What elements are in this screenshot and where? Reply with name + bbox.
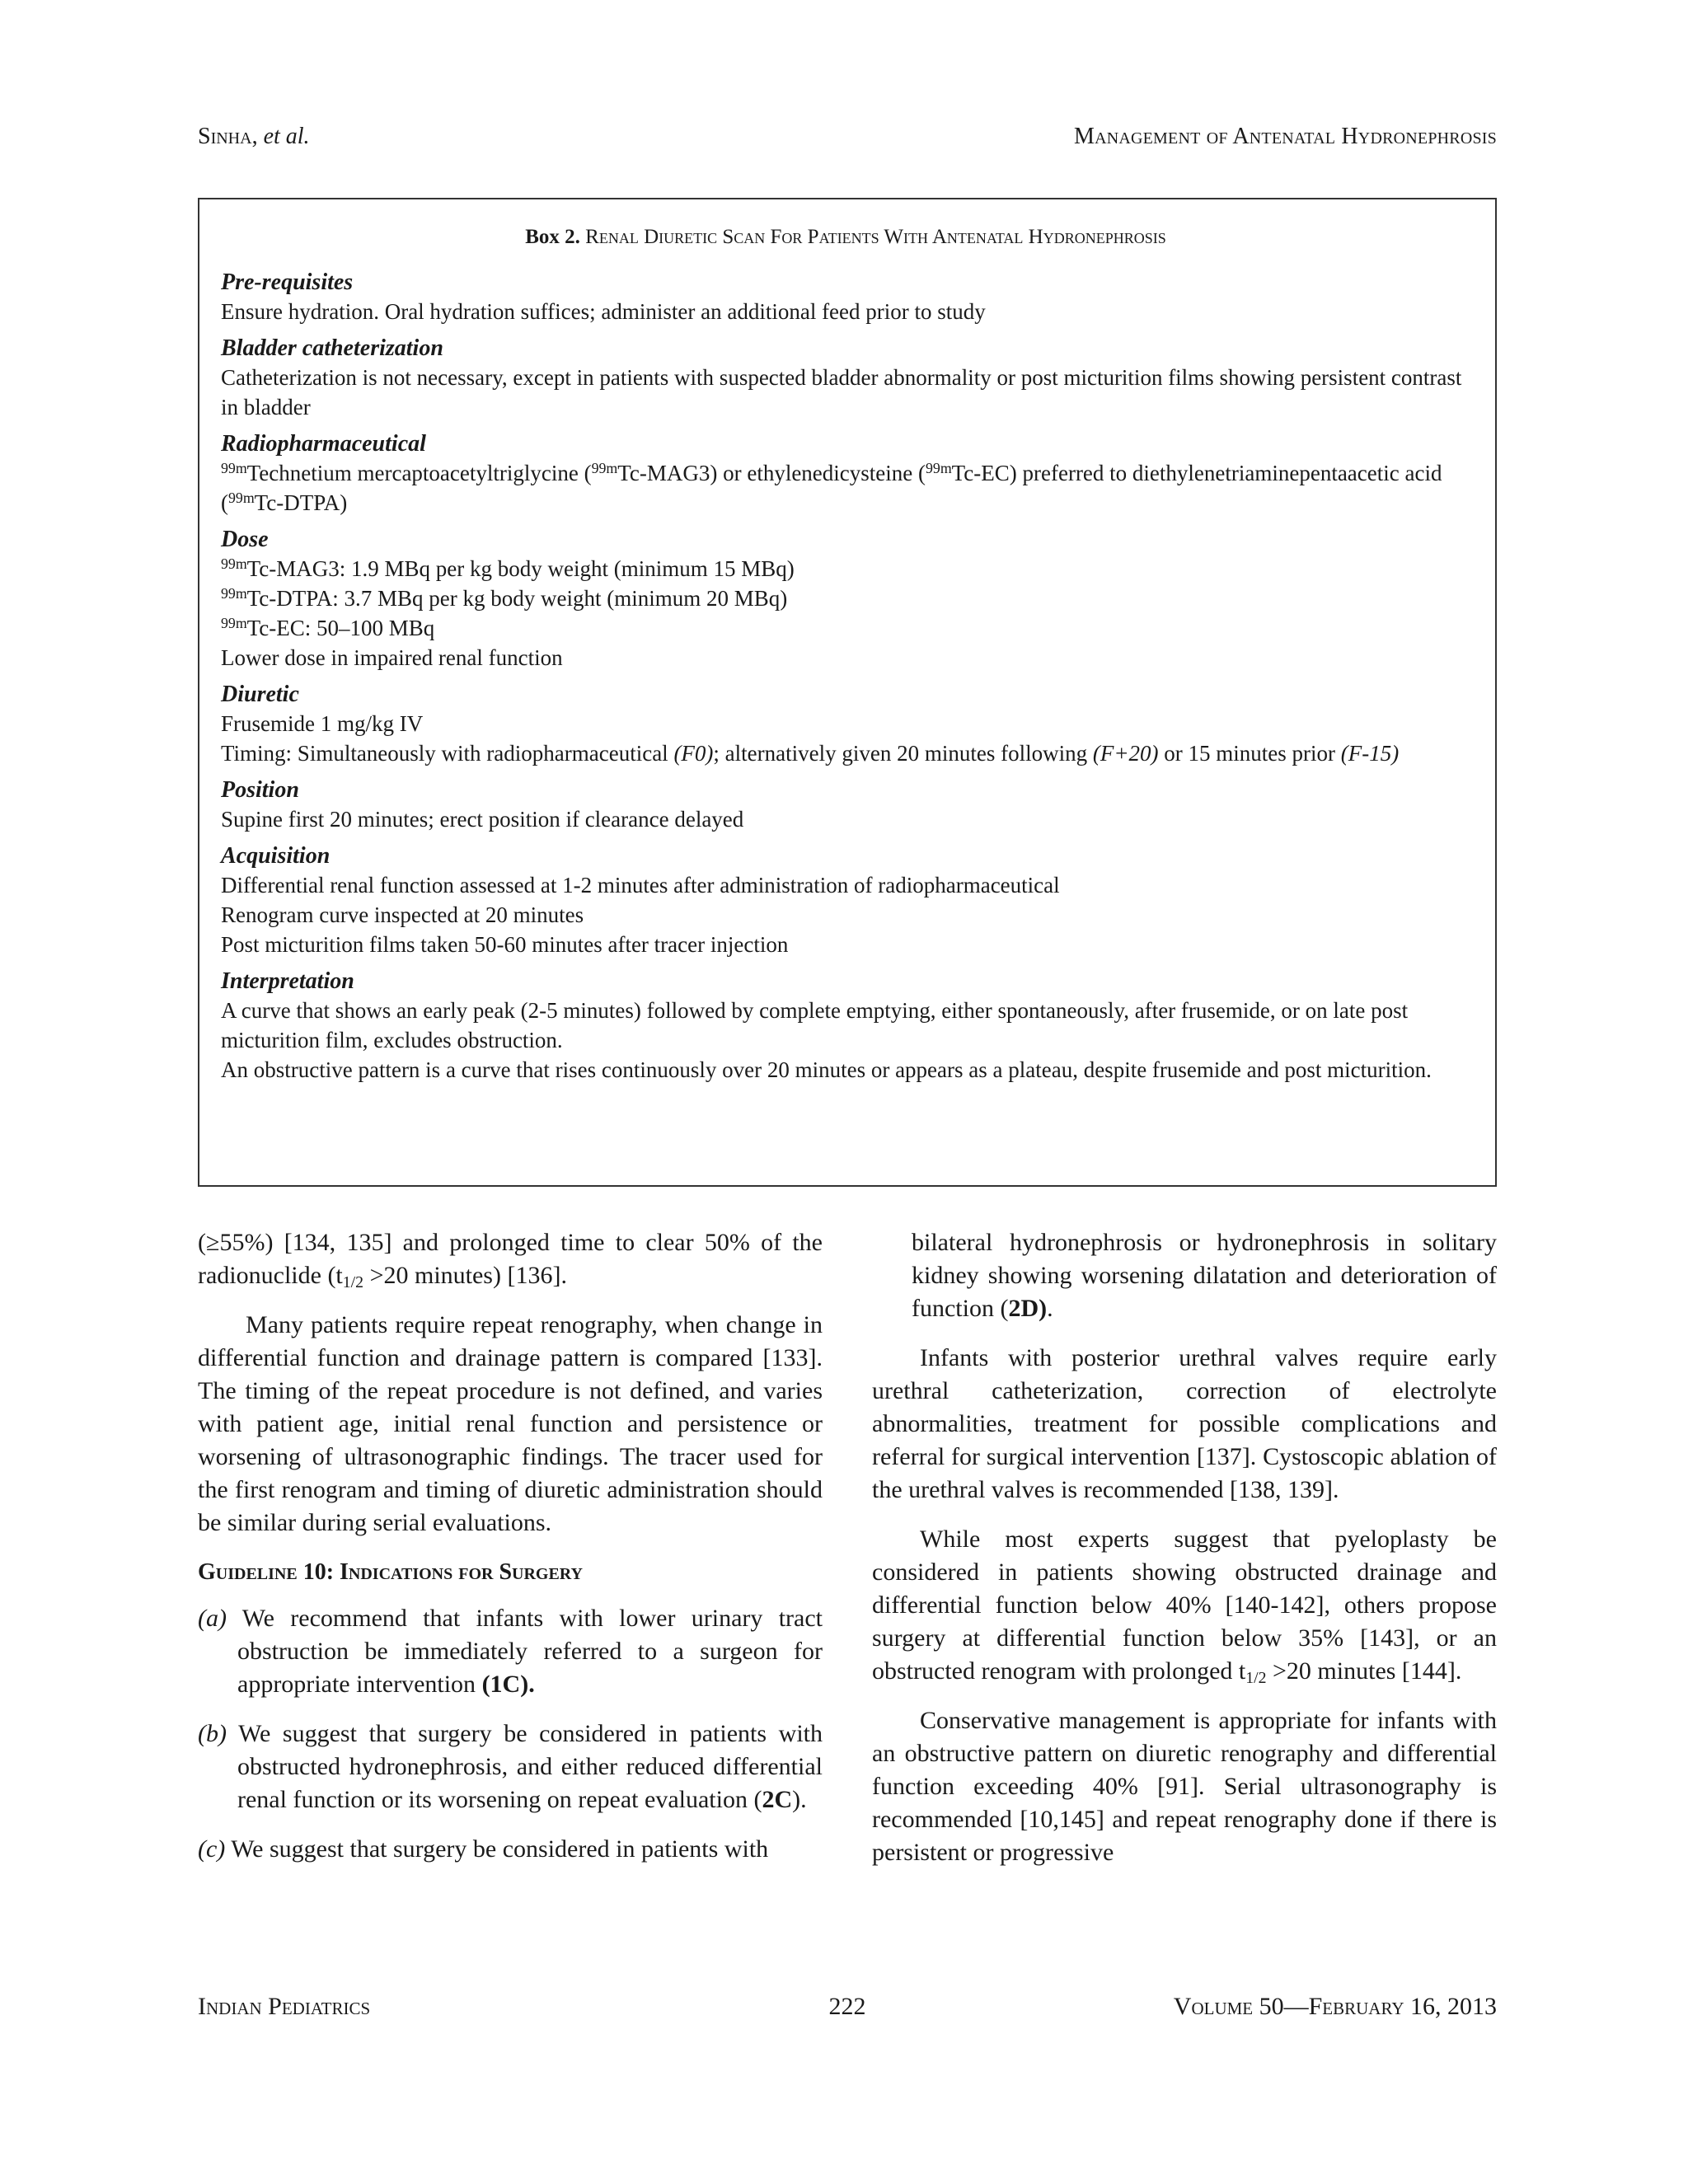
item-label: (b) xyxy=(198,1720,227,1747)
author-name: Sinha, xyxy=(198,124,258,149)
paragraph xyxy=(198,1226,823,1292)
evidence-grade: 2D) xyxy=(1008,1295,1048,1322)
volume-date: Volume 50—February 16, 2013 xyxy=(1173,1993,1497,2020)
page-number: 222 xyxy=(828,1993,866,2020)
timing-code: (F-15) xyxy=(1340,741,1400,766)
paragraph: Infants with posterior urethral valves require early urethral catheterization, correction of electrolyte abnormalities, treatment for possible complications and referral for surgical intervention [137]. Cystoscopic ablation of the urethral valves is recommended [138, 139]. xyxy=(872,1344,1497,1503)
section-line: Catheterization is not necessary, except in patients with suspected bladder abnormality or post micturition films showing persistent contrast in bladder xyxy=(221,365,1462,419)
text-fragment: Tc-MAG3: 1.9 MBq per kg body weight (minimum 15 MBq) xyxy=(246,556,795,581)
section-heading: Diuretic xyxy=(221,682,299,707)
text-fragment: While most experts suggest that pyeloplasty be considered in patients showing obstructed drainage and differential function below 40% [140-142], others propose surgery at differential function below 35% [143], or an obstructed renogram with prolonged t xyxy=(872,1526,1497,1685)
section-line xyxy=(221,458,1470,518)
running-head-author xyxy=(198,124,310,150)
text-fragment: bilateral hydronephrosis or hydronephrosis in solitary kidney showing worsening dilatation and deterioration of function ( xyxy=(912,1229,1497,1322)
item-label: (a) xyxy=(198,1605,227,1632)
text-fragment: (≥55%) [134, 135] and prolonged time to clear 50% of the radionuclide (t xyxy=(198,1229,823,1289)
isotope-sup: 99m xyxy=(926,460,952,477)
section-prerequisites xyxy=(221,269,1470,326)
dose-line xyxy=(221,554,1470,583)
text-fragment: Tc-DTPA) xyxy=(254,490,348,515)
text-fragment: Technetium mercaptoacetyltriglycine ( xyxy=(246,461,592,485)
text-fragment: or 15 minutes prior xyxy=(1158,741,1341,766)
text-fragment: We recommend that infants with lower urinary tract obstruction be immediately referred to a surgeon for appropriate intervention xyxy=(237,1605,823,1698)
section-line: Supine first 20 minutes; erect position if clearance delayed xyxy=(221,807,744,832)
half-life-sub: 1/2 xyxy=(342,1272,364,1291)
paragraph xyxy=(872,1523,1497,1688)
section-line: Differential renal function assessed at 1-2 minutes after administration of radiopharmaceutical xyxy=(221,873,1060,898)
section-heading: Position xyxy=(221,777,299,803)
text-fragment: Tc-EC) preferred to diethylenetriaminepentaacetic acid ( xyxy=(221,461,1442,515)
running-head-title: Management of Antenatal Hydronephrosis xyxy=(1073,124,1497,149)
text-fragment: Tc-MAG3) or ethylenedicysteine ( xyxy=(617,461,926,485)
section-line: An obstructive pattern is a curve that rises continuously over 20 minutes or appears as a plateau, despite frusemide and post micturition. xyxy=(221,1057,1432,1082)
page-footer xyxy=(198,1993,1497,2026)
isotope-sup: 99m xyxy=(221,585,247,602)
dose-line xyxy=(221,613,1470,643)
right-column xyxy=(872,1226,1497,1886)
section-dose xyxy=(221,526,1470,673)
section-heading: Radiopharmaceutical xyxy=(221,431,426,457)
text-fragment: . xyxy=(1047,1295,1053,1322)
guideline-heading: Guideline 10: Indications for Surgery xyxy=(198,1559,583,1585)
text-fragment: Tc-DTPA: 3.7 MBq per kg body weight (minimum 20 MBq) xyxy=(246,586,788,611)
section-line: Frusemide 1 mg/kg IV xyxy=(221,711,424,736)
section-line: A curve that shows an early peak (2-5 minutes) followed by complete emptying, either spontaneously, after frusemide, or on late post micturition film, excludes obstruction. xyxy=(221,998,1409,1052)
text-fragment: We suggest that surgery be considered in patients with obstructed hydronephrosis, and either reduced differential renal function or its worsening on repeat evaluation ( xyxy=(237,1720,823,1813)
text-fragment: >20 minutes) [136]. xyxy=(363,1262,567,1289)
section-heading: Dose xyxy=(221,527,269,552)
text-fragment: We suggest that surgery be considered in patients with xyxy=(231,1835,769,1863)
section-radiopharmaceutical xyxy=(221,430,1470,518)
section-line: Post micturition films taken 50-60 minutes after tracer injection xyxy=(221,932,789,957)
half-life-sub: 1/2 xyxy=(1245,1668,1267,1687)
running-head xyxy=(198,124,1497,157)
section-line: Ensure hydration. Oral hydration suffices; administer an additional feed prior to study xyxy=(221,299,986,324)
section-heading: Pre-requisites xyxy=(221,269,354,295)
evidence-grade: 2C xyxy=(762,1786,793,1813)
text-fragment: Tc-EC: 50–100 MBq xyxy=(246,616,435,640)
box-2 xyxy=(198,198,1497,1187)
section-heading: Interpretation xyxy=(221,968,354,994)
recommendation-a xyxy=(198,1602,823,1701)
text-fragment: >20 minutes [144]. xyxy=(1266,1657,1462,1685)
evidence-grade: (1C). xyxy=(481,1671,535,1698)
timing-code: (F0) xyxy=(673,741,714,766)
section-bladder xyxy=(221,335,1470,422)
section-interpretation xyxy=(221,968,1470,1085)
dose-line xyxy=(221,583,1470,613)
dose-line: Lower dose in impaired renal function xyxy=(221,645,563,670)
timing-line xyxy=(221,738,1470,768)
box-title-text: Renal Diuretic Scan For Patients With Antenatal Hydronephrosis xyxy=(585,226,1166,248)
recommendation-c-continued xyxy=(872,1226,1497,1325)
left-column xyxy=(198,1226,823,1882)
author-etal: et al. xyxy=(263,124,310,149)
text-fragment: ; alternatively given 20 minutes following xyxy=(713,741,1093,766)
isotope-sup: 99m xyxy=(221,615,247,632)
section-heading: Bladder catheterization xyxy=(221,335,443,361)
section-position xyxy=(221,776,1470,834)
isotope-sup: 99m xyxy=(228,490,255,507)
paragraph: Many patients require repeat renography, when change in differential function and drainage pattern is compared [133]. The timing of the repeat procedure is not defined, and varies with patient age, initial renal function and persistence or worsening of ultrasonographic findings. The tracer used for the first renogram and timing of diuretic administration should be similar during serial evaluations. xyxy=(198,1311,823,1536)
box-label: Box 2. xyxy=(525,226,580,248)
text-fragment: Timing: Simultaneously with radiopharmaceutical xyxy=(221,741,674,766)
section-heading: Acquisition xyxy=(221,843,331,869)
journal-name: Indian Pediatrics xyxy=(198,1993,371,2020)
isotope-sup: 99m xyxy=(221,460,247,477)
recommendation-b xyxy=(198,1718,823,1816)
section-acquisition xyxy=(221,842,1470,959)
box-title xyxy=(221,223,1470,252)
isotope-sup: 99m xyxy=(221,555,247,573)
recommendation-c xyxy=(198,1833,823,1866)
section-diuretic xyxy=(221,681,1470,768)
text-fragment: ). xyxy=(792,1786,807,1813)
timing-code: (F+20) xyxy=(1092,741,1159,766)
item-label: (c) xyxy=(198,1835,226,1863)
section-line: Renogram curve inspected at 20 minutes xyxy=(221,902,584,927)
paragraph: Conservative management is appropriate for infants with an obstructive pattern on diuretic renography and differential function exceeding 40% [91]. Serial ultrasonography is recommended [10,145] and repeat renography done if there is persistent or progressive xyxy=(872,1707,1497,1866)
isotope-sup: 99m xyxy=(591,460,618,477)
